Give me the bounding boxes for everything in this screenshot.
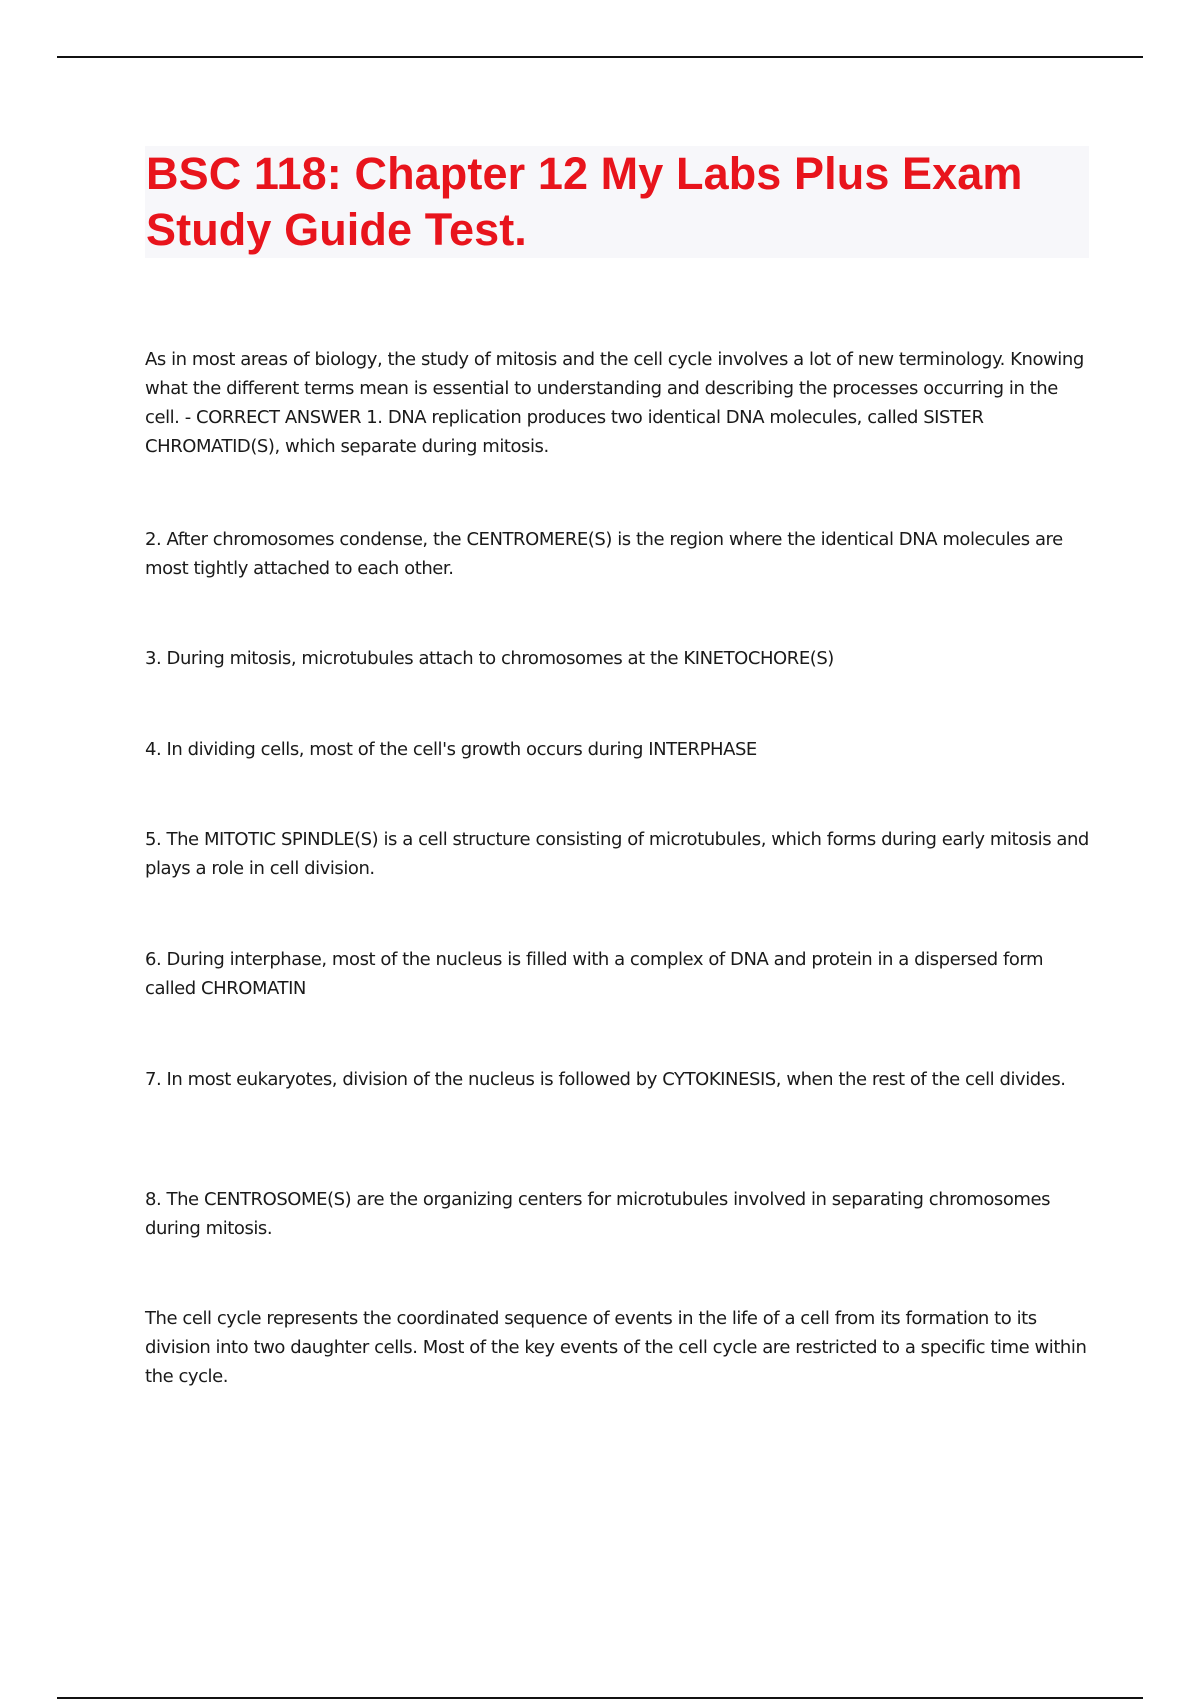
paragraph-intro: As in most areas of biology, the study of mitosis and the cell cycle involves a lot of new terminology. Knowing what the different terms mean is essential to understanding and describing the processes occurring in the cell. - CORRECT ANSWER 1. DNA replication produces two identical DNA molecules, called SISTER CHROMATID(S), which separate during mitosis. <box>145 349 1084 457</box>
paragraph-item-8: 8. The CENTROSOME(S) are the organizing centers for microtubules involved in separating chromosomes during mitosis. <box>145 1189 1051 1239</box>
document-title: BSC 118: Chapter 12 My Labs Plus Exam Study Guide Test. <box>146 148 1023 255</box>
paragraph-item-7: 7. In most eukaryotes, division of the nucleus is followed by CYTOKINESIS, when the rest of the cell divides. <box>145 1069 1066 1090</box>
title-block <box>145 146 1089 258</box>
paragraph-item-5: 5. The MITOTIC SPINDLE(S) is a cell structure consisting of microtubules, which forms during early mitosis and plays a role in cell division. <box>145 829 1089 879</box>
footer-rule <box>57 1697 1143 1699</box>
paragraph-item-3: 3. During mitosis, microtubules attach to chromosomes at the KINETOCHORE(S) <box>145 648 834 669</box>
header-rule <box>57 56 1143 58</box>
paragraph-cell-cycle: The cell cycle represents the coordinated sequence of events in the life of a cell from its formation to its division into two daughter cells. Most of the key events of the cell cycle are restricted to a specific time within the cycle. <box>145 1308 1087 1387</box>
paragraph-item-6: 6. During interphase, most of the nucleus is filled with a complex of DNA and protein in a dispersed form called CHROMATIN <box>145 949 1044 999</box>
paragraph-item-2: 2. After chromosomes condense, the CENTROMERE(S) is the region where the identical DNA molecules are most tightly attached to each other. <box>145 529 1063 579</box>
paragraph-item-4: 4. In dividing cells, most of the cell's growth occurs during INTERPHASE <box>145 739 757 760</box>
